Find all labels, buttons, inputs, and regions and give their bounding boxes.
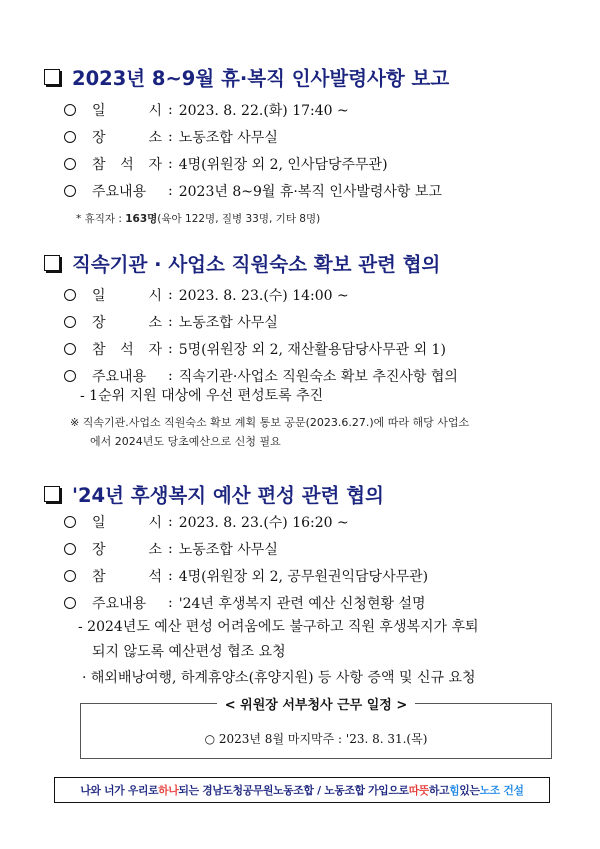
checkbox-square-icon [44, 69, 60, 85]
s3-sub-item-2: · 해외배낭여행, 하계휴양소(휴양지원) 등 사항 증액 및 신규 요청 [82, 670, 476, 686]
section-1-title: 2023년 8~9월 휴·복직 인사발령사항 보고 [44, 64, 564, 90]
s2-note-line2: 에서 2024년도 당초예산으로 신청 필요 [90, 435, 281, 448]
s3-item-date: 일 시 : 2023. 8. 23.(수) 16:20 ~ [64, 512, 349, 532]
circle-bullet-icon [64, 158, 76, 170]
circle-bullet-icon [64, 597, 76, 609]
circle-bullet-icon [64, 370, 76, 382]
section-2-title: 직속기관 · 사업소 직원숙소 확보 관련 협의 [44, 250, 564, 276]
s2-item-place: 장 소 : 노동조합 사무실 [64, 312, 278, 332]
s2-item-attendees: 참 석 자 : 5명(위원장 외 2, 재산활용담당사무관 외 1) [64, 339, 446, 359]
s3-item-content: 주요내용 : '24년 후생복지 관련 예산 신청현황 설명 [64, 593, 426, 613]
checkbox-square-icon [44, 255, 60, 271]
footer-slogan: 나와 너가 우리로 하나 되는 경남도청공무원노동조합 / 노동조합 가입으로 따뜻 하고 힘 있는 노조 건설 [54, 777, 550, 803]
section-3 [44, 481, 564, 507]
schedule-item: ○ 2023년 8월 마지막주 : '23. 8. 31.(목) [204, 732, 428, 746]
s1-item-content: 주요내용 : 2023년 8~9월 휴·복직 인사발령사항 보고 [64, 181, 442, 201]
s1-item-place: 장 소 : 노동조합 사무실 [64, 127, 278, 147]
s3-sub-item-1-line1: - 2024년도 예산 편성 어려움에도 불구하고 직원 후생복지가 후퇴 [78, 619, 479, 635]
section-3-title: '24년 후생복지 예산 편성 관련 협의 [44, 481, 564, 507]
circle-bullet-icon [64, 543, 76, 555]
circle-bullet-icon [64, 516, 76, 528]
circle-bullet-icon [64, 185, 76, 197]
s1-item-date: 일 시 : 2023. 8. 22.(화) 17:40 ~ [64, 100, 349, 120]
s2-note-line1: ※ 직속기관.사업소 직원숙소 확보 계획 통보 공문(2023.6.27.)에 따라 해당 사업소 [70, 416, 470, 429]
circle-bullet-icon [64, 570, 76, 582]
circle-bullet-icon [64, 343, 76, 355]
circle-bullet-icon [64, 289, 76, 301]
s3-sub-item-1-line2: 되지 않도록 예산편성 협조 요청 [92, 644, 286, 660]
s2-item-date: 일 시 : 2023. 8. 23.(수) 14:00 ~ [64, 285, 349, 305]
s1-item-attendees: 참 석 자 : 4명(위원장 외 2, 인사담당주무관) [64, 154, 388, 174]
checkbox-square-icon [44, 486, 60, 502]
section-1 [44, 64, 564, 90]
s1-note: * 휴직자 : 163명(육아 122명, 질병 33명, 기타 8명) [76, 213, 321, 225]
s3-item-place: 장 소 : 노동조합 사무실 [64, 539, 278, 559]
circle-bullet-icon [64, 316, 76, 328]
s3-item-attendees: 참 석 : 4명(위원장 외 2, 공무원권익담당사무관) [64, 566, 428, 586]
circle-bullet-icon [64, 104, 76, 116]
section-2 [44, 250, 564, 276]
circle-bullet-icon [64, 131, 76, 143]
s2-item-content: 주요내용 : 직속기관·사업소 직원숙소 확보 추진사항 협의 [64, 366, 458, 386]
s2-sub-item: - 1순위 지원 대상에 우선 편성토록 추진 [80, 388, 324, 404]
schedule-title: < 위원장 서부청사 근무 일정 > [81, 694, 551, 713]
schedule-box [80, 698, 552, 759]
